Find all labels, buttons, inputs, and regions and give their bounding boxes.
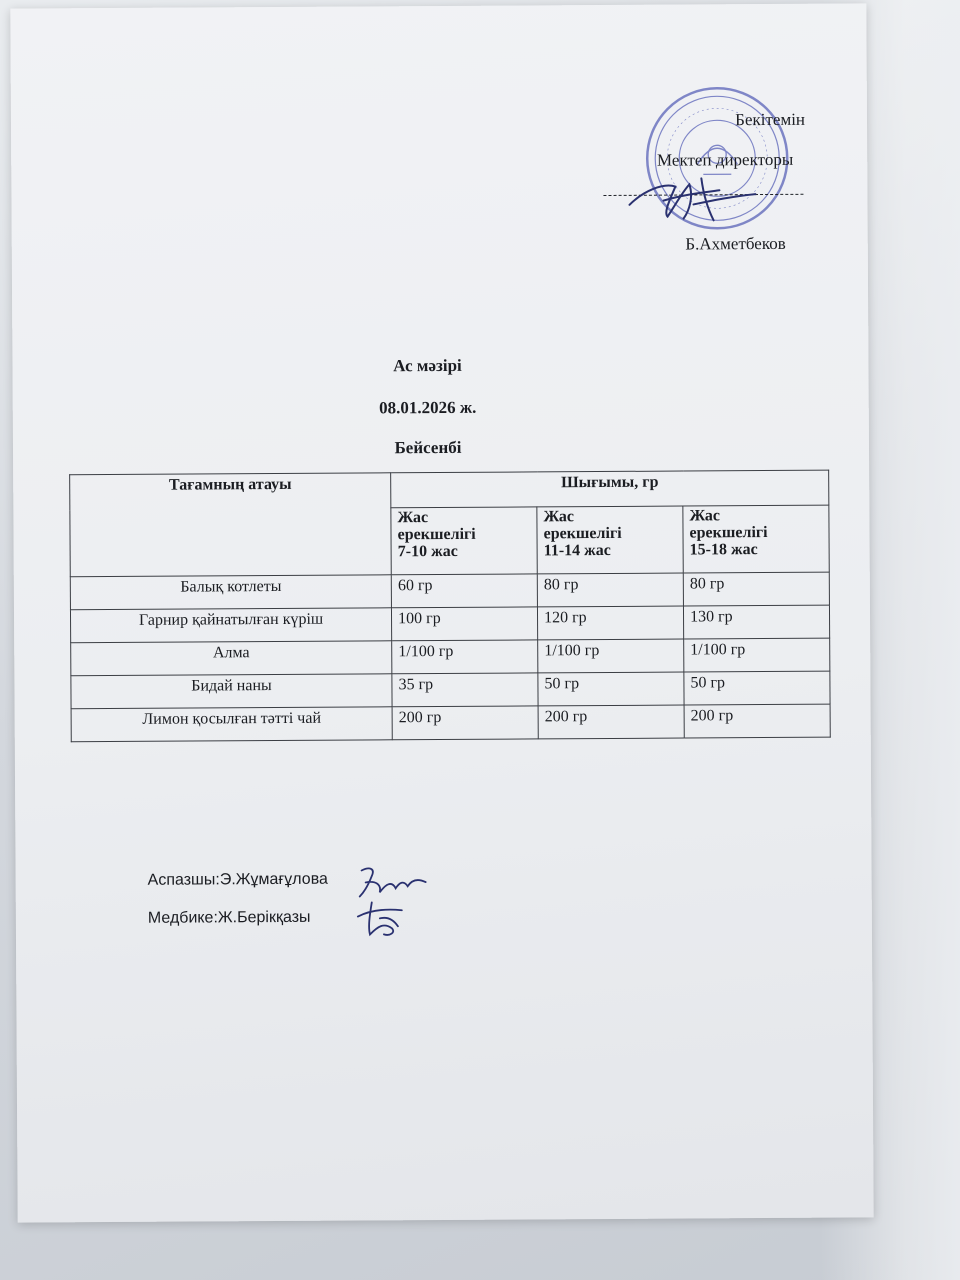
yield-value: 80 гр	[537, 573, 683, 607]
table-row	[70, 605, 829, 643]
table-row	[71, 638, 830, 676]
dish-name: Лимон қосылған тәтті чай	[71, 707, 392, 742]
dish-name: Балық котлеты	[70, 575, 391, 610]
yield-value: 1/100 гр	[392, 640, 538, 674]
yield-value: 50 гр	[684, 671, 830, 705]
yield-value: 1/100 гр	[684, 638, 830, 672]
cook-signature-label: Аспазшы:Э.Жұмағұлова	[147, 870, 328, 889]
director-signature	[623, 160, 763, 231]
yield-value: 200 гр	[392, 706, 538, 740]
table-row	[70, 572, 829, 610]
document-date: 08.01.2026 ж.	[379, 397, 477, 418]
director-position: Мектеп директоры	[656, 149, 794, 170]
director-name: Б.Ахметбеков	[685, 233, 786, 254]
column-header-yield: Шығымы, гр	[391, 470, 829, 508]
yield-value: 80 гр	[683, 572, 829, 606]
table-row	[71, 704, 830, 742]
yield-value: 130 гр	[683, 605, 829, 639]
document-weekday: Бейсенбі	[394, 437, 462, 458]
age-group-header: Жас ерекшелігі 7-10 жас	[391, 507, 537, 575]
yield-value: 200 гр	[538, 705, 684, 739]
yield-value: 50 гр	[538, 672, 684, 706]
table-header-row	[70, 470, 829, 510]
dish-name: Гарнир қайнатылған күріш	[70, 608, 391, 643]
yield-value: 35 гр	[392, 673, 538, 707]
age-group-header: Жас ерекшелігі 11-14 жас	[537, 506, 683, 574]
approve-label: Бекітемін	[735, 109, 806, 130]
menu-table	[69, 470, 831, 743]
dish-name: Бидай наны	[71, 674, 392, 709]
dish-name: Алма	[71, 641, 392, 676]
yield-value: 200 гр	[684, 704, 830, 738]
document-title: Ас мәзірі	[393, 355, 462, 376]
column-header-dish: Тағамның атауы	[70, 473, 392, 577]
age-group-header: Жас ерекшелігі 15-18 жас	[683, 505, 829, 573]
table-row	[71, 671, 830, 709]
yield-value: 1/100 гр	[538, 639, 684, 673]
yield-value: 100 гр	[392, 607, 538, 641]
menu-document	[10, 3, 873, 1222]
yield-value: 120 гр	[538, 606, 684, 640]
nurse-signature-label: Медбике:Ж.Берікқазы	[147, 908, 311, 927]
yield-value: 60 гр	[391, 574, 537, 608]
nurse-signature	[354, 896, 410, 940]
